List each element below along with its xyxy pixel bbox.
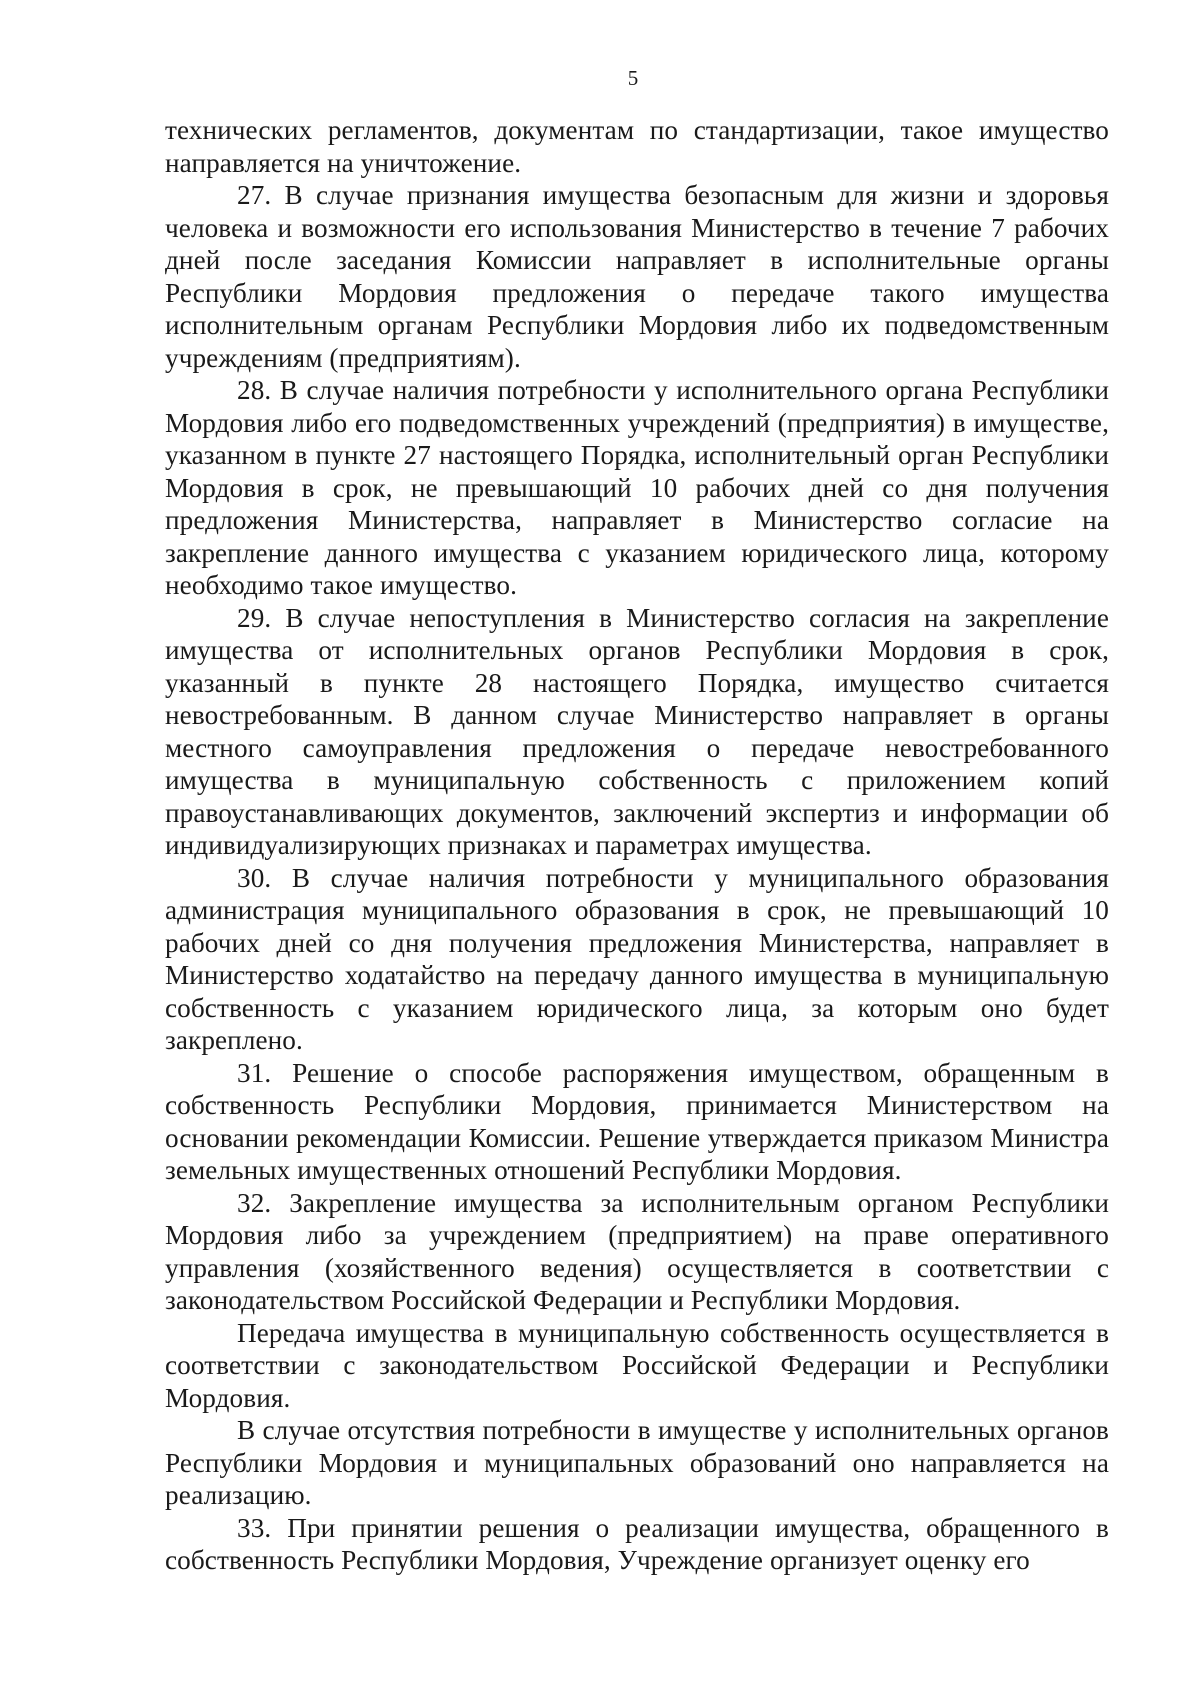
paragraph-continuation: технических регламентов, документам по стандартизации, такое имущество направляется на уничтожение. [165, 115, 1109, 178]
paragraph-realization: В случае отсутствия потребности в имуществе у исполнительных органов Республики Мордовия и муниципальных образований оно направляется на реализацию. [165, 1415, 1109, 1510]
paragraph-item-28: 28. В случае наличия потребности у исполнительного органа Республики Мордовия либо его подведомственных учреждений (предприятия) в имуществе, указанном в пункте 27 настоящего Порядка, исполнительный орган Республики Мордовия в срок, не превышающий 10 рабочих дней со дня получения предложения Министерства, направляет в Министерство согласие на закрепление данного имущества с указанием юридического лица, которому необходимо такое имущество. [165, 375, 1109, 600]
paragraph-item-32: 32. Закрепление имущества за исполнительным органом Республики Мордовия либо за учреждением (предприятием) на праве оперативного управления (хозяйственного ведения) осуществляется в соответствии с законодательством Российской Федерации и Республики Мордовия. [165, 1187, 1109, 1315]
paragraph-item-27: 27. В случае признания имущества безопасным для жизни и здоровья человека и возможности его использования Министерство в течение 7 рабочих дней после заседания Комиссии направляет в исполнительные органы Республики Мордовия предложения о передаче такого имущества исполнительным органам Республики Мордовия либо их подведомственным учреждениям (предприятиям). [165, 180, 1109, 373]
paragraph-item-33: 33. При принятии решения о реализации имущества, обращенного в собственность Республики Мордовия, Учреждение организует оценку его [165, 1512, 1109, 1575]
paragraph-item-29: 29. В случае непоступления в Министерство согласия на закрепление имущества от исполнительных органов Республики Мордовия в срок, указанный в пункте 28 настоящего Порядка, имущество считается невостребованным. В данном случае Министерство направляет в органы местного самоуправления предложения о передаче невостребованного имущества в муниципальную собственность с приложением копий правоустанавливающих документов, заключений экспертиз и информации об индивидуализирующих признаках и параметрах имущества. [165, 602, 1109, 860]
paragraph-item-30: 30. В случае наличия потребности у муниципального образования администрация муниципального образования в срок, не превышающий 10 рабочих дней со дня получения предложения Министерства, направляет в Министерство ходатайство на передачу данного имущества в муниципальную собственность с указанием юридического лица, за которым оно будет закреплено. [165, 862, 1109, 1055]
paragraph-transfer: Передача имущества в муниципальную собственность осуществляется в соответствии с законодательством Российской Федерации и Республики Мордовия. [165, 1317, 1109, 1413]
page-number: 5 [627, 66, 639, 90]
paragraph-item-31: 31. Решение о способе распоряжения имуществом, обращенным в собственность Республики Мордовия, принимается Министерством на основании рекомендации Комиссии. Решение утверждается приказом Министра земельных имущественных отношений Республики Мордовия. [165, 1057, 1109, 1185]
document-body [165, 114, 1109, 1577]
